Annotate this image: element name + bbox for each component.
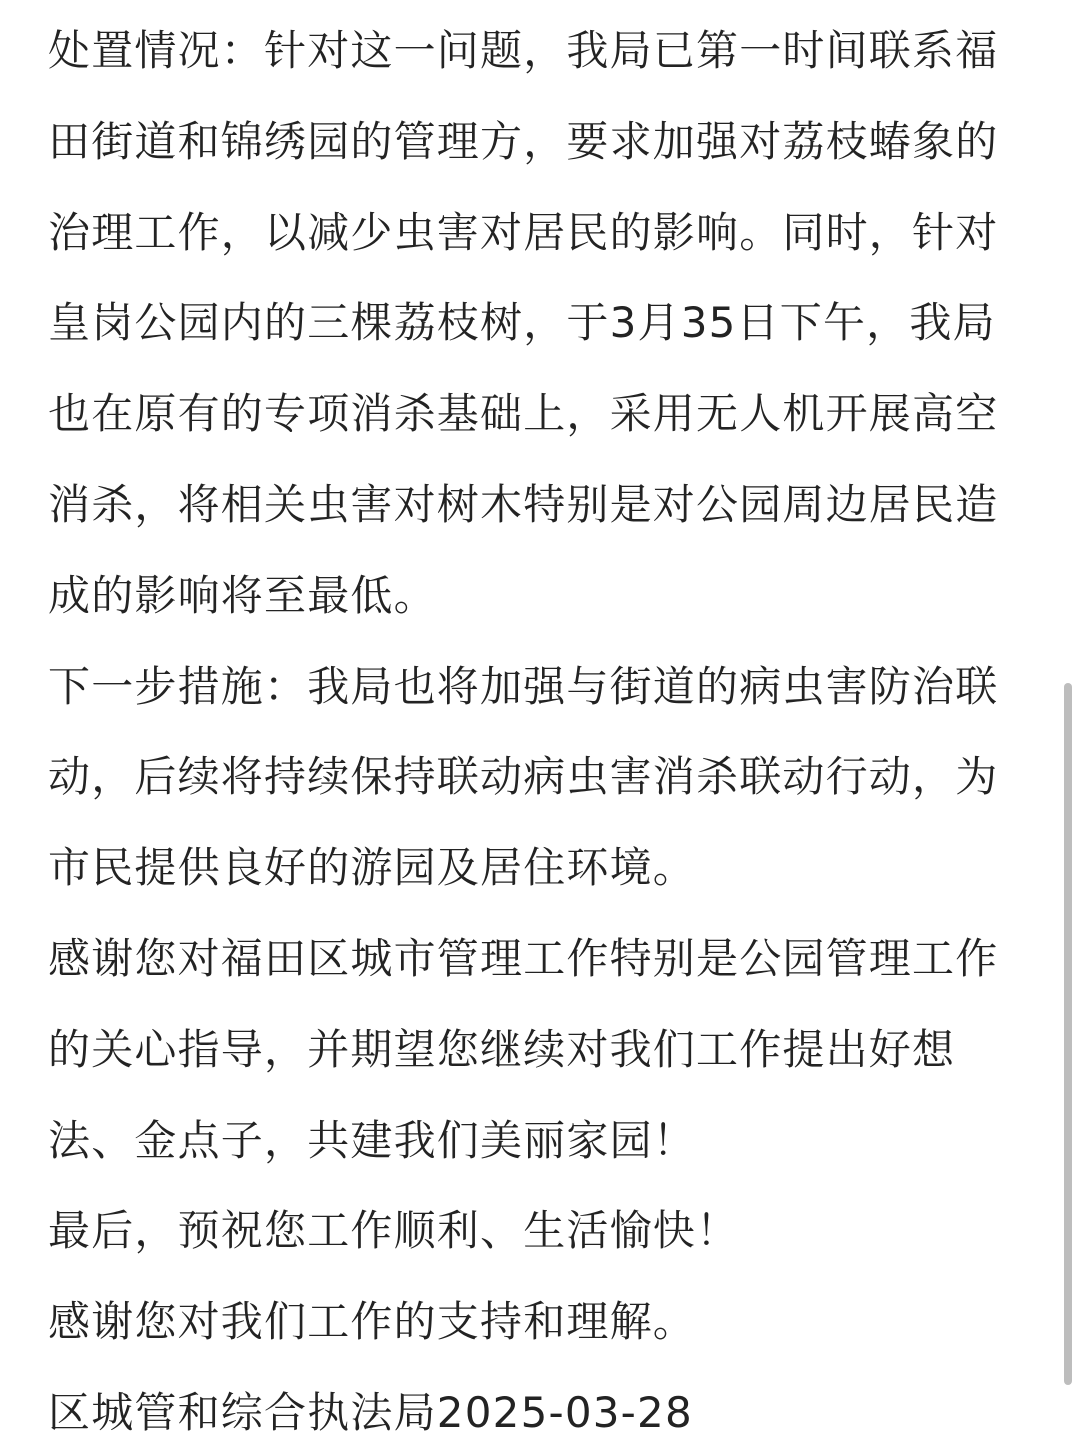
scrollbar-thumb[interactable] bbox=[1064, 683, 1072, 1385]
paragraph-wishes: 最后，预祝您工作顺利、生活愉快！ bbox=[48, 1206, 740, 1256]
paragraph-thanks-guidance: 感谢您对福田区城市管理工作特别是公园管理工作的关心指导，并期望您继续对我们工作提出好想法、金点子，共建我们美丽家园！ bbox=[48, 933, 999, 1165]
paragraph-thanks-support: 感谢您对我们工作的支持和理解。 bbox=[48, 1297, 697, 1347]
reply-text-body bbox=[48, 6, 1023, 1435]
paragraph-next-steps: 下一步措施：我局也将加强与街道的病虫害防治联动，后续将持续保持联动病虫害消杀联动行动，为市民提供良好的游园及居住环境。 bbox=[48, 661, 999, 893]
paragraph-handling: 处置情况：针对这一问题，我局已第一时间联系福田街道和锦绣园的管理方，要求加强对荔枝蝽象的治理工作，以减少虫害对居民的影响。同时，针对皇岗公园内的三棵荔枝树，于3月35日下午，我局也在原有的专项消杀基础上，采用无人机开展高空消杀，将相关虫害对树木特别是对公园周边居民造成的影响将至最低。 bbox=[48, 26, 999, 620]
signature-line: 区城管和综合执法局2025-03-28 bbox=[48, 1387, 693, 1435]
